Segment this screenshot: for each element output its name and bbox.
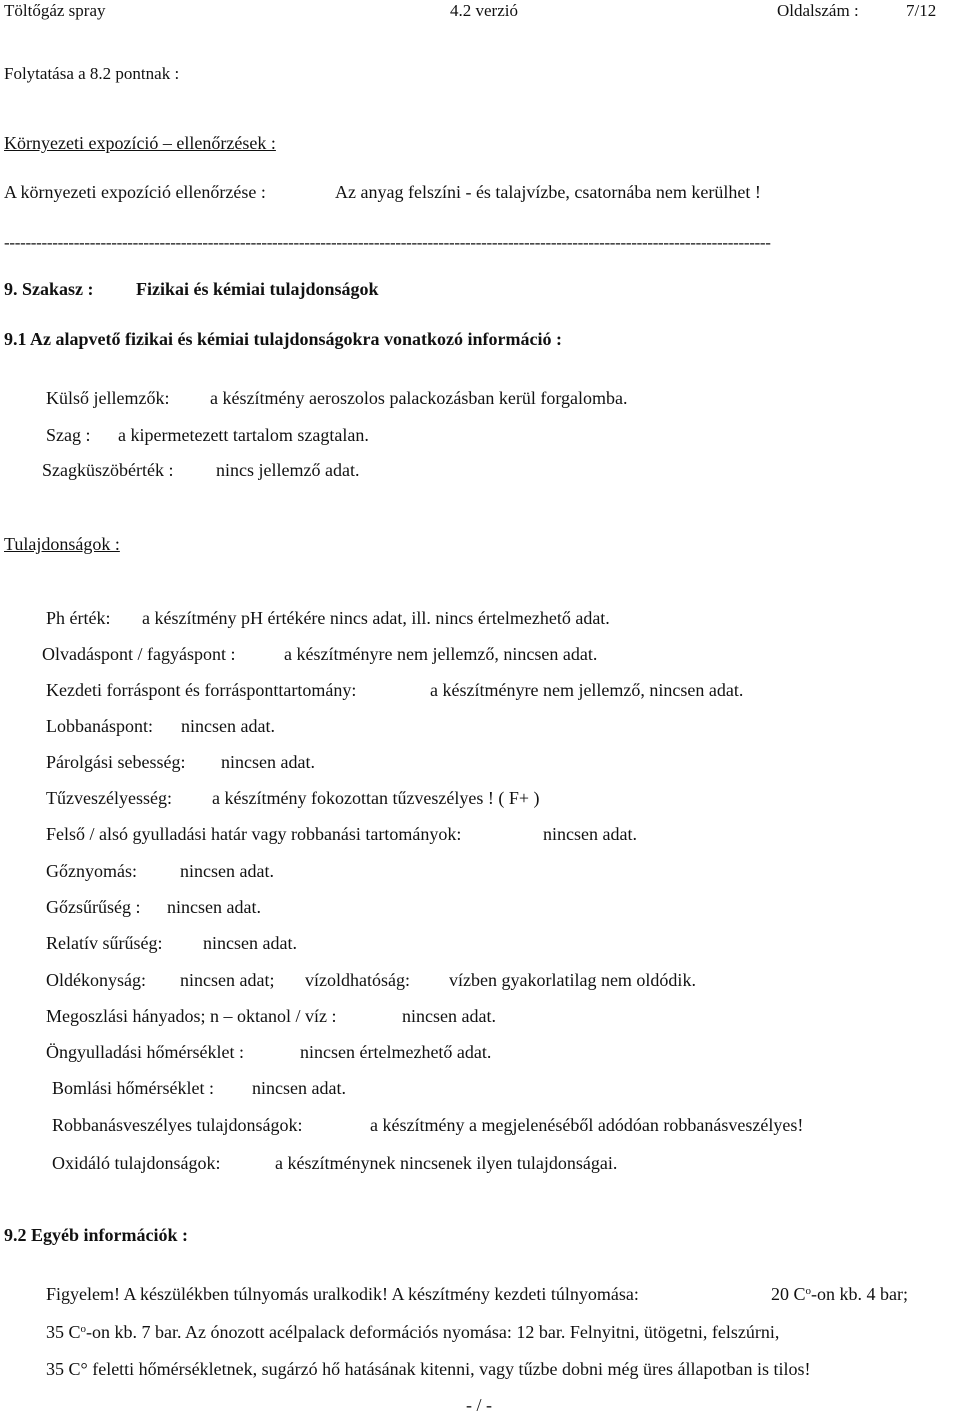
pressure-text: -on kb. 7 bar. Az ónozott acélpalack deformációs nyomása: 12 bar. Felnyitni, ütögetni, felszúrni, <box>86 1322 780 1342</box>
basic-value: a kipermetezett tartalom szagtalan. <box>118 425 369 445</box>
property-value: nincsen adat. <box>203 933 297 953</box>
property-value: nincsen adat. <box>252 1078 346 1098</box>
header-version: 4.2 verzió <box>450 1 518 20</box>
basic-value: nincs jellemző adat. <box>216 460 360 480</box>
section-separator: ----------------------------------------------------------------------------------------------------------------------------------------------- <box>4 234 771 251</box>
continuation-note: Folytatása a 8.2 pontnak : <box>4 64 180 83</box>
property-value: nincsen adat; <box>180 970 275 990</box>
property-value: a készítmény fokozottan tűzveszélyes ! ( F+ ) <box>212 788 540 808</box>
basic-label: Szag : <box>46 425 91 445</box>
property-value: a készítménynek nincsenek ilyen tulajdonságai. <box>275 1153 618 1173</box>
temperature-value: 35 C <box>46 1322 81 1342</box>
header-product: Töltőgáz spray <box>4 1 106 20</box>
property-value: a készítmény a megjelenéséből adódóan robbanásveszélyes! <box>370 1115 804 1135</box>
degree-superscript: o <box>80 1323 87 1335</box>
property-value: nincsen értelmezhető adat. <box>300 1042 492 1062</box>
page-footer: - / - <box>466 1395 492 1415</box>
property-value: a készítményre nem jellemző, nincsen adat. <box>284 644 598 664</box>
property-value: nincsen adat. <box>181 716 275 736</box>
properties-heading: Tulajdonságok : <box>4 534 120 554</box>
property-value: nincsen adat. <box>180 861 274 881</box>
section-title: Fizikai és kémiai tulajdonságok <box>136 279 379 299</box>
property-label: Oldékonyság: <box>46 970 146 990</box>
property-label-secondary: vízoldhatóság: <box>305 970 410 990</box>
environmental-label: A környezeti expozíció ellenőrzése : <box>4 182 266 202</box>
other-info-line-1 <box>46 1285 639 1303</box>
environmental-heading: Környezeti expozíció – ellenőrzések : <box>4 133 276 153</box>
property-label: Ph érték: <box>46 608 111 628</box>
subsection-9-1-heading: 9.1 Az alapvető fizikai és kémiai tulajdonságokra vonatkozó információ : <box>4 329 562 349</box>
property-label: Oxidáló tulajdonságok: <box>52 1153 221 1173</box>
temperature-value: 20 C <box>771 1284 806 1304</box>
section-number: 9. Szakasz : <box>4 279 94 299</box>
property-label: Robbanásveszélyes tulajdonságok: <box>52 1115 303 1135</box>
property-label: Olvadáspont / fagyáspont : <box>42 644 236 664</box>
property-value: nincsen adat. <box>167 897 261 917</box>
property-value: nincsen adat. <box>221 752 315 772</box>
pressure-text: -on kb. 4 bar; <box>811 1284 908 1304</box>
header-page-number: 7/12 <box>906 1 937 20</box>
property-label: Megoszlási hányados; n – oktanol / víz : <box>46 1006 337 1026</box>
property-value: nincsen adat. <box>402 1006 496 1026</box>
environmental-value: Az anyag felszíni - és talajvízbe, csatornába nem kerülhet ! <box>335 182 761 202</box>
property-label: Relatív sűrűség: <box>46 933 163 953</box>
header-page-label: Oldalszám : <box>777 1 859 20</box>
other-info-line-2 <box>46 1323 779 1341</box>
basic-label: Külső jellemzők: <box>46 388 170 408</box>
other-info-line-3: 35 C° feletti hőmérsékletnek, sugárzó hő hatásának kitenni, vagy tűzbe dobni még üres állapotban is tilos! <box>46 1359 811 1379</box>
property-label: Tűzveszélyesség: <box>46 788 172 808</box>
other-info-text: Figyelem! A készülékben túlnyomás uralkodik! A készítmény kezdeti túlnyomása: <box>46 1284 639 1304</box>
basic-label: Szagküszöbérték : <box>42 460 174 480</box>
property-value: nincsen adat. <box>543 824 637 844</box>
property-label: Kezdeti forráspont és forrásponttartomány: <box>46 680 357 700</box>
degree-superscript: o <box>805 1285 812 1297</box>
property-label: Gőznyomás: <box>46 861 137 881</box>
property-value: a készítmény pH értékére nincs adat, ill. nincs értelmezhető adat. <box>142 608 610 628</box>
property-label: Öngyulladási hőmérséklet : <box>46 1042 244 1062</box>
subsection-9-2-heading: 9.2 Egyéb információk : <box>4 1225 188 1245</box>
property-value-secondary: vízben gyakorlatilag nem oldódik. <box>449 970 696 990</box>
property-label: Bomlási hőmérséklet : <box>52 1078 214 1098</box>
property-value: a készítményre nem jellemző, nincsen adat. <box>430 680 744 700</box>
property-label: Lobbanáspont: <box>46 716 153 736</box>
property-label: Gőzsűrűség : <box>46 897 141 917</box>
basic-value: a készítmény aeroszolos palackozásban kerül forgalomba. <box>210 388 628 408</box>
other-info-temperature <box>771 1285 908 1303</box>
property-label: Párolgási sebesség: <box>46 752 186 772</box>
property-label: Felső / alsó gyulladási határ vagy robbanási tartományok: <box>46 824 462 844</box>
